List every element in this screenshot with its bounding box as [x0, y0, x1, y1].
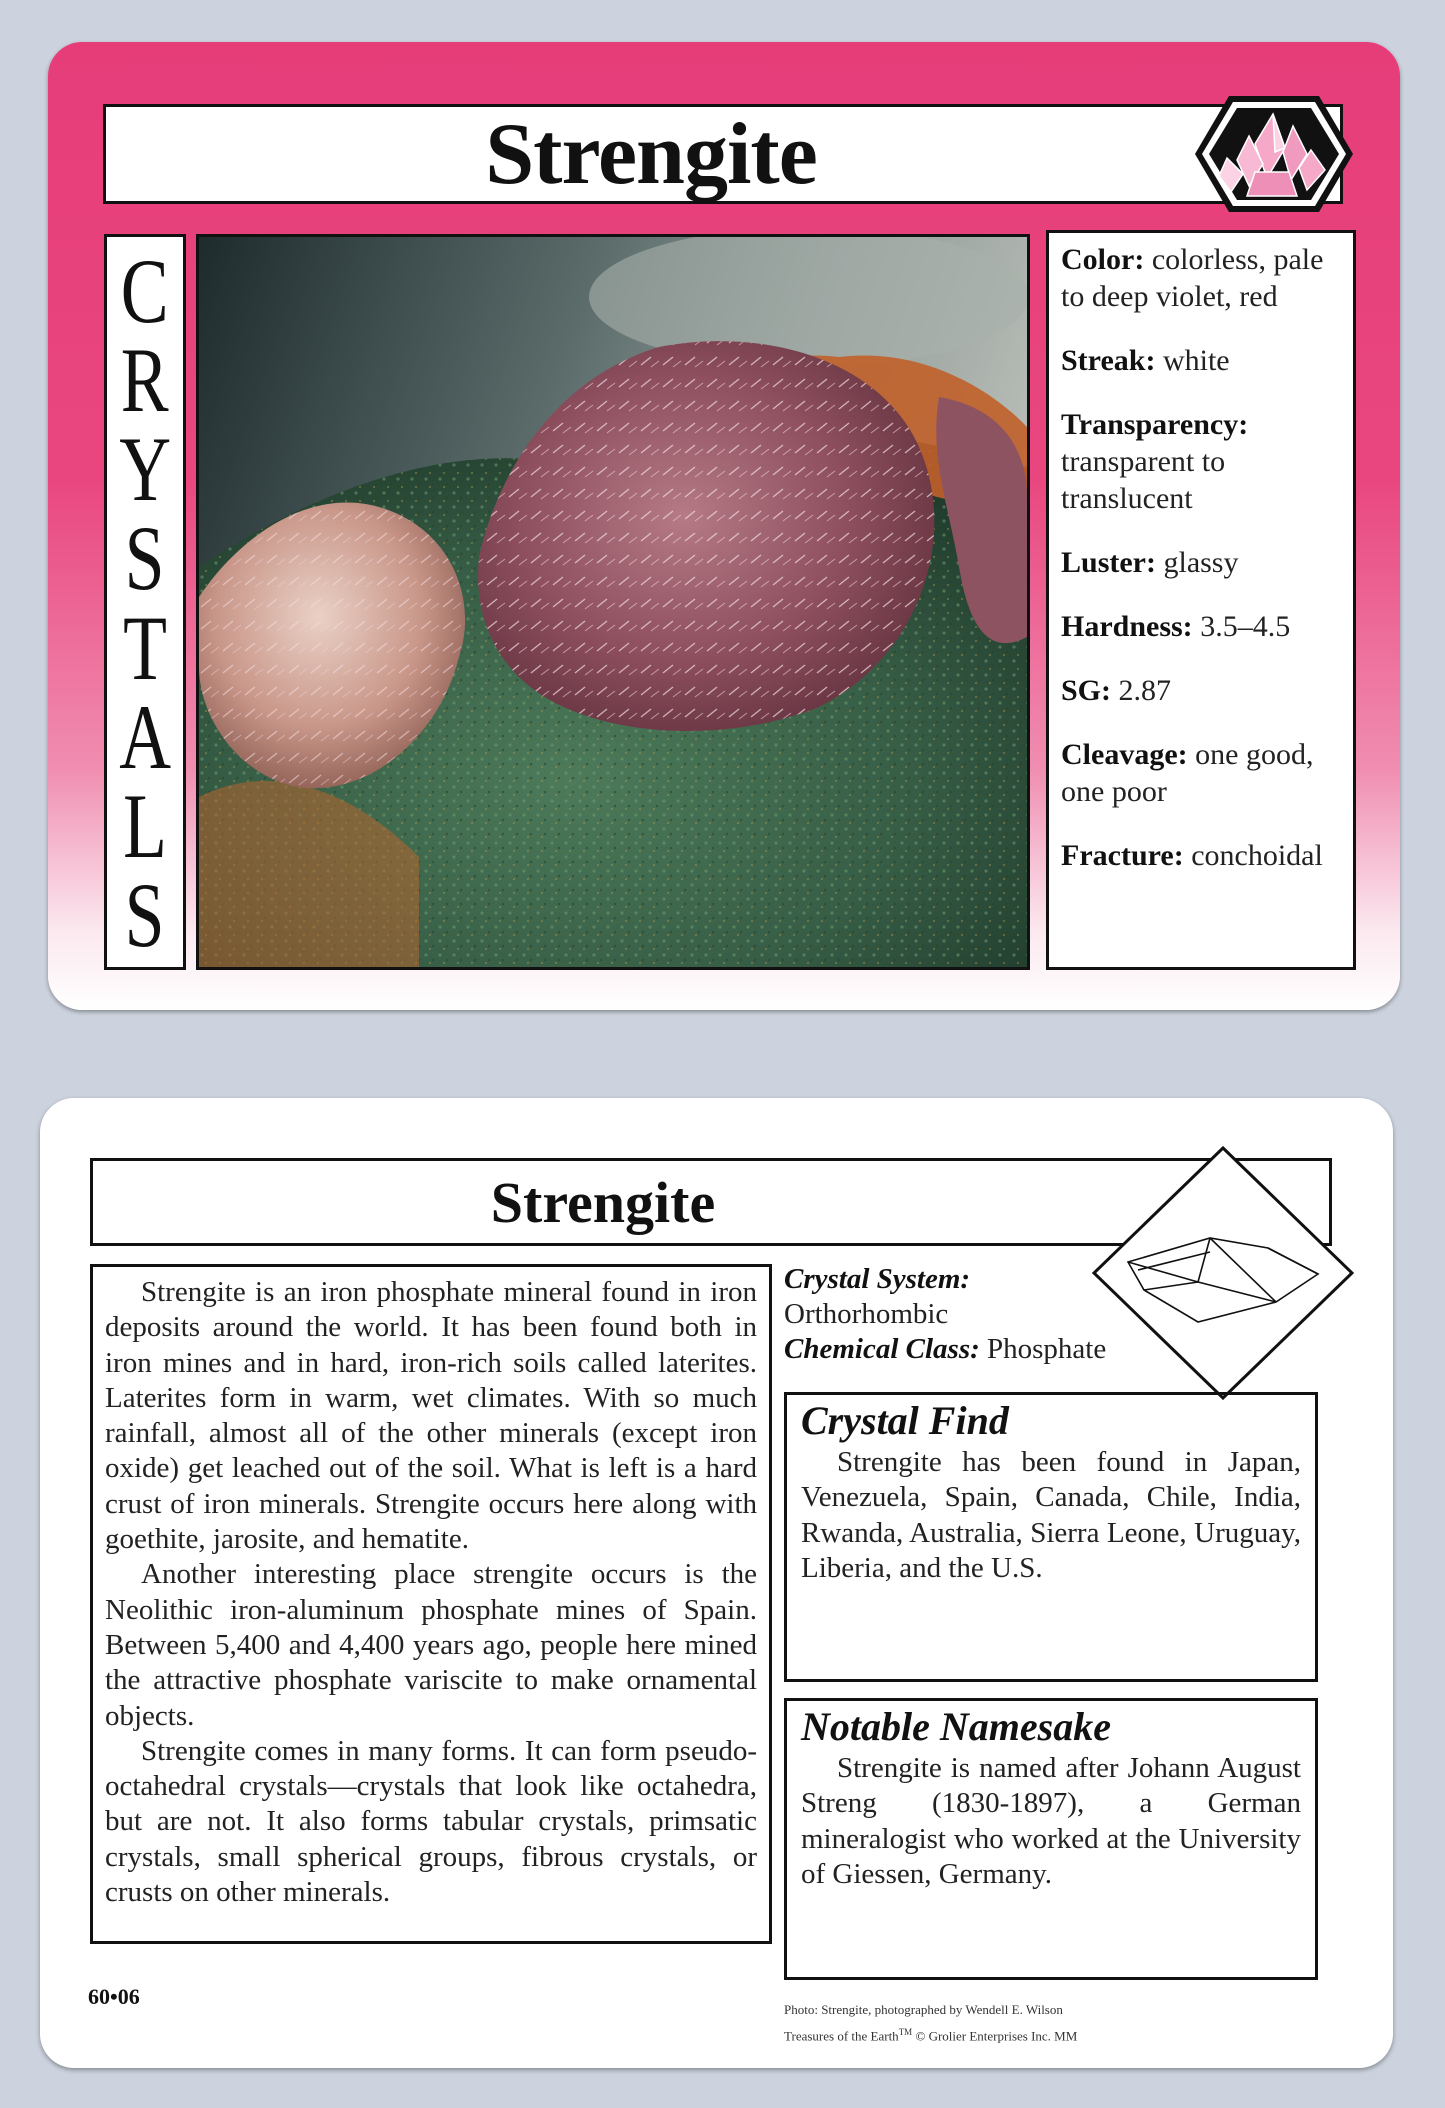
- property-luster: Luster: glassy: [1061, 546, 1239, 579]
- property-sg: SG: 2.87: [1061, 674, 1172, 707]
- crystal-system-value: Orthorhombic: [784, 1298, 949, 1330]
- properties-panel: [1046, 230, 1356, 970]
- series-letter: R: [121, 329, 169, 432]
- property-fracture: Fracture: conchoidal: [1061, 839, 1323, 872]
- back-card: [40, 1098, 1393, 2068]
- front-card: [48, 42, 1400, 1010]
- back-title: Strengite: [490, 1169, 716, 1235]
- property-cleavage: Cleavage: one good, one poor: [1061, 738, 1314, 808]
- copyright-line: Treasures of the Earth™ © Grolier Enterprises Inc. MM: [784, 2027, 1078, 2044]
- series-letter: T: [123, 596, 167, 699]
- property-streak: Streak: white: [1061, 344, 1230, 377]
- crystals-series-strip: [104, 234, 186, 970]
- notable-namesake-heading: Notable Namesake: [801, 1704, 1111, 1749]
- credits: [784, 1998, 1077, 2047]
- series-letter: Y: [119, 418, 171, 521]
- front-title-box: [103, 104, 1343, 204]
- crystal-shape-diagram-icon: [1090, 1144, 1356, 1402]
- property-hardness: Hardness: 3.5–4.5: [1061, 610, 1291, 643]
- chemical-class-value: Phosphate: [987, 1333, 1107, 1365]
- series-letter: S: [125, 863, 165, 966]
- description-paragraph: Strengite is an iron phosphate mineral found in iron deposits around the world. It has been found both in iron mines and in hard, iron-rich soils called laterites. Laterites form in warm, wet climates. With so much rainfall, almost all of the other minerals (except iron oxide) get leached out of the soil. What is left is a hard crust of iron minerals. Strengite occurs here along with goethite, jarosite, and hematite.: [105, 1276, 757, 1556]
- property-color: Color: colorless, pale to deep violet, red: [1061, 243, 1324, 313]
- mineral-photo: [196, 234, 1030, 970]
- property-transparency: Transparency: transparent to translucent: [1061, 408, 1249, 515]
- classification-block: [784, 1262, 1124, 1367]
- description-paragraph: Another interesting place strengite occurs is the Neolithic iron-aluminum phosphate mines of Spain. Between 5,400 and 4,400 years ago, people here mined the attractive phosphate variscite to make ornamental objects.: [105, 1558, 757, 1732]
- crystal-system-label: Crystal System:: [784, 1263, 971, 1295]
- front-title: Strengite: [485, 105, 817, 203]
- series-letter: C: [121, 240, 169, 342]
- notable-namesake-box: [784, 1698, 1318, 1980]
- description-paragraph: Strengite comes in many forms. It can form pseudo-octahedral crystals—crystals that look like octahedra, but are not. It also forms tabular crystals, primsatic crystals, small spherical groups, fibrous crystals, or crusts on other minerals.: [105, 1734, 757, 1909]
- crystal-logo-icon: [1193, 92, 1355, 216]
- chemical-class-line: [784, 1332, 1124, 1367]
- card-code: 60•06: [88, 1984, 140, 2009]
- series-letter: L: [123, 774, 167, 877]
- strengite-photo-illustration: [199, 237, 1027, 967]
- series-letter: A: [119, 685, 171, 788]
- description-panel: [90, 1264, 772, 1944]
- series-letter: S: [125, 507, 165, 610]
- notable-namesake-text: Strengite is named after Johann August Streng (1830-1897), a German mineralogist who worked at the University of Giessen, Germany.: [801, 1752, 1301, 1890]
- chemical-class-label: Chemical Class:: [784, 1333, 980, 1365]
- crystal-find-text: Strengite has been found in Japan, Venezuela, Spain, Canada, Chile, India, Rwanda, Australia, Sierra Leone, Uruguay, Liberia, and the U.S.: [801, 1446, 1301, 1584]
- crystal-find-heading: Crystal Find: [801, 1398, 1009, 1443]
- crystal-find-box: [784, 1392, 1318, 1682]
- photo-credit: Photo: Strengite, photographed by Wendell E. Wilson: [784, 2002, 1063, 2017]
